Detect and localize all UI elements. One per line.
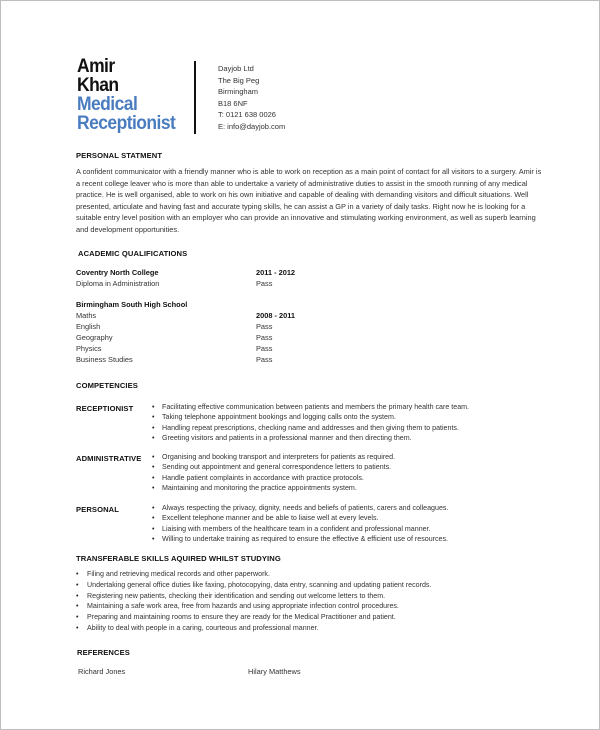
school-result: Pass <box>256 355 273 364</box>
contact-city: Birmingham <box>218 87 259 97</box>
job-title-line2: Receptionist <box>77 113 176 134</box>
list-item: • Taking telephone appointment bookings and logging calls onto the system. <box>152 412 469 422</box>
list-item: • Facilitating effective communication between patients and members the primary health care team. <box>152 402 469 412</box>
reference-name: Hilary Matthews <box>248 667 301 676</box>
contact-address: The Big Peg <box>218 75 260 85</box>
list-item: • Excellent telephone manner and be able to liaise well at every levels. <box>152 513 448 523</box>
personal-statement-heading: PERSONAL STATMENT <box>76 151 163 160</box>
college-result: Pass <box>256 279 273 288</box>
contact-postcode: B18 6NF <box>218 98 248 108</box>
header-divider <box>194 61 196 134</box>
competency-list-personal <box>152 503 448 545</box>
school-result: Pass <box>256 322 273 331</box>
list-item: • Always respecting the privacy, dignity, needs and beliefs of patients, carers and colleagues. <box>152 503 448 513</box>
contact-phone: T: 0121 638 0026 <box>218 110 276 120</box>
last-name: Khan <box>77 75 119 96</box>
school-subject: Physics <box>76 344 102 353</box>
competencies-heading: COMPETENCIES <box>76 381 138 390</box>
competency-label-personal: PERSONAL <box>76 505 119 514</box>
college-years: 2011 - 2012 <box>256 268 296 277</box>
list-item: • Organising and booking transport and interpreters for patients as required. <box>152 452 395 462</box>
list-item: • Undertaking general office duties like faxing, photocopying, data entry, scanning and updating patient records. <box>76 580 431 591</box>
contact-company: Dayjob Ltd <box>218 64 254 73</box>
references-heading: REFERENCES <box>77 648 130 657</box>
list-item: • Preparing and maintaining rooms to ensure they are ready for the Medical Practitioner and patient. <box>76 612 431 623</box>
list-item: • Liaising with members of the healthcare team in a confident and professional manner. <box>152 524 448 534</box>
reference-name: Richard Jones <box>78 667 126 676</box>
school-subject: Geography <box>76 333 113 342</box>
school-subject: Maths <box>76 311 97 320</box>
transferable-list <box>76 569 431 634</box>
competency-list-receptionist <box>152 402 469 444</box>
list-item: • Ability to deal with people in a caring, courteous and professional manner. <box>76 623 431 634</box>
contact-email: E: info@dayjob.com <box>218 121 286 131</box>
school-subject: Business Studies <box>76 355 133 364</box>
list-item: • Handling repeat prescriptions, checking name and addresses and then giving them to patients. <box>152 423 469 433</box>
list-item: • Registering new patients, checking their identification and sending out welcome letters to them. <box>76 591 431 602</box>
list-item: • Maintaining and monitoring the practice appointments system. <box>152 483 395 493</box>
list-item: • Greeting visitors and patients in a professional manner and then directing them. <box>152 433 469 443</box>
first-name: Amir <box>77 56 115 77</box>
school-result: Pass <box>256 333 273 342</box>
academic-heading: ACADEMIC QUALIFICATIONS <box>78 249 188 258</box>
college-name: Coventry North College <box>76 268 159 277</box>
transferable-heading: TRANSFERABLE SKILLS AQUIRED WHILST STUDYING <box>76 554 281 563</box>
list-item: • Filing and retrieving medical records and other paperwork. <box>76 569 431 580</box>
school-name: Birmingham South High School <box>76 300 188 309</box>
personal-statement-text: A confident communicator with a friendly manner who is able to work on reception as a main point of contact for all visitors to a surgery. Amir is a recent college leaver who is more than able to undertake a variety of administrative duties to assist in the smooth running of any medical practice. He is well organised, able to work on his own initiative and capable of dealing with demanding visitors and difficult situations. Well presented, articulate and having fast and accurate typing skills, he can assist a GP in a variety of daily tasks. Right now he is looking for a suitable entry level position with an employer who can provide an innovative and stimulating working environment, as well as superb learning and development opportunities. <box>76 167 542 234</box>
competency-list-administrative <box>152 452 395 494</box>
competency-label-administrative: ADMINISTRATIVE <box>76 454 142 463</box>
job-title-line1: Medical <box>77 94 138 115</box>
college-subject: Diploma in Administration <box>76 279 160 288</box>
list-item: • Willing to undertake training as required to ensure the effective & efficient use of resources. <box>152 534 448 544</box>
list-item: • Sending out appointment and general correspondence letters to patients. <box>152 462 395 472</box>
school-subject: English <box>76 322 101 331</box>
list-item: • Maintaining a safe work area, free from hazards and using appropriate infection control procedures. <box>76 601 431 612</box>
contact-block <box>218 63 285 133</box>
competency-label-receptionist: RECEPTIONIST <box>76 404 134 413</box>
school-years: 2008 - 2011 <box>256 311 296 320</box>
school-result: Pass <box>256 344 273 353</box>
list-item: • Handle patient complaints in accordance with practice protocols. <box>152 473 395 483</box>
name-title-block <box>77 57 175 133</box>
